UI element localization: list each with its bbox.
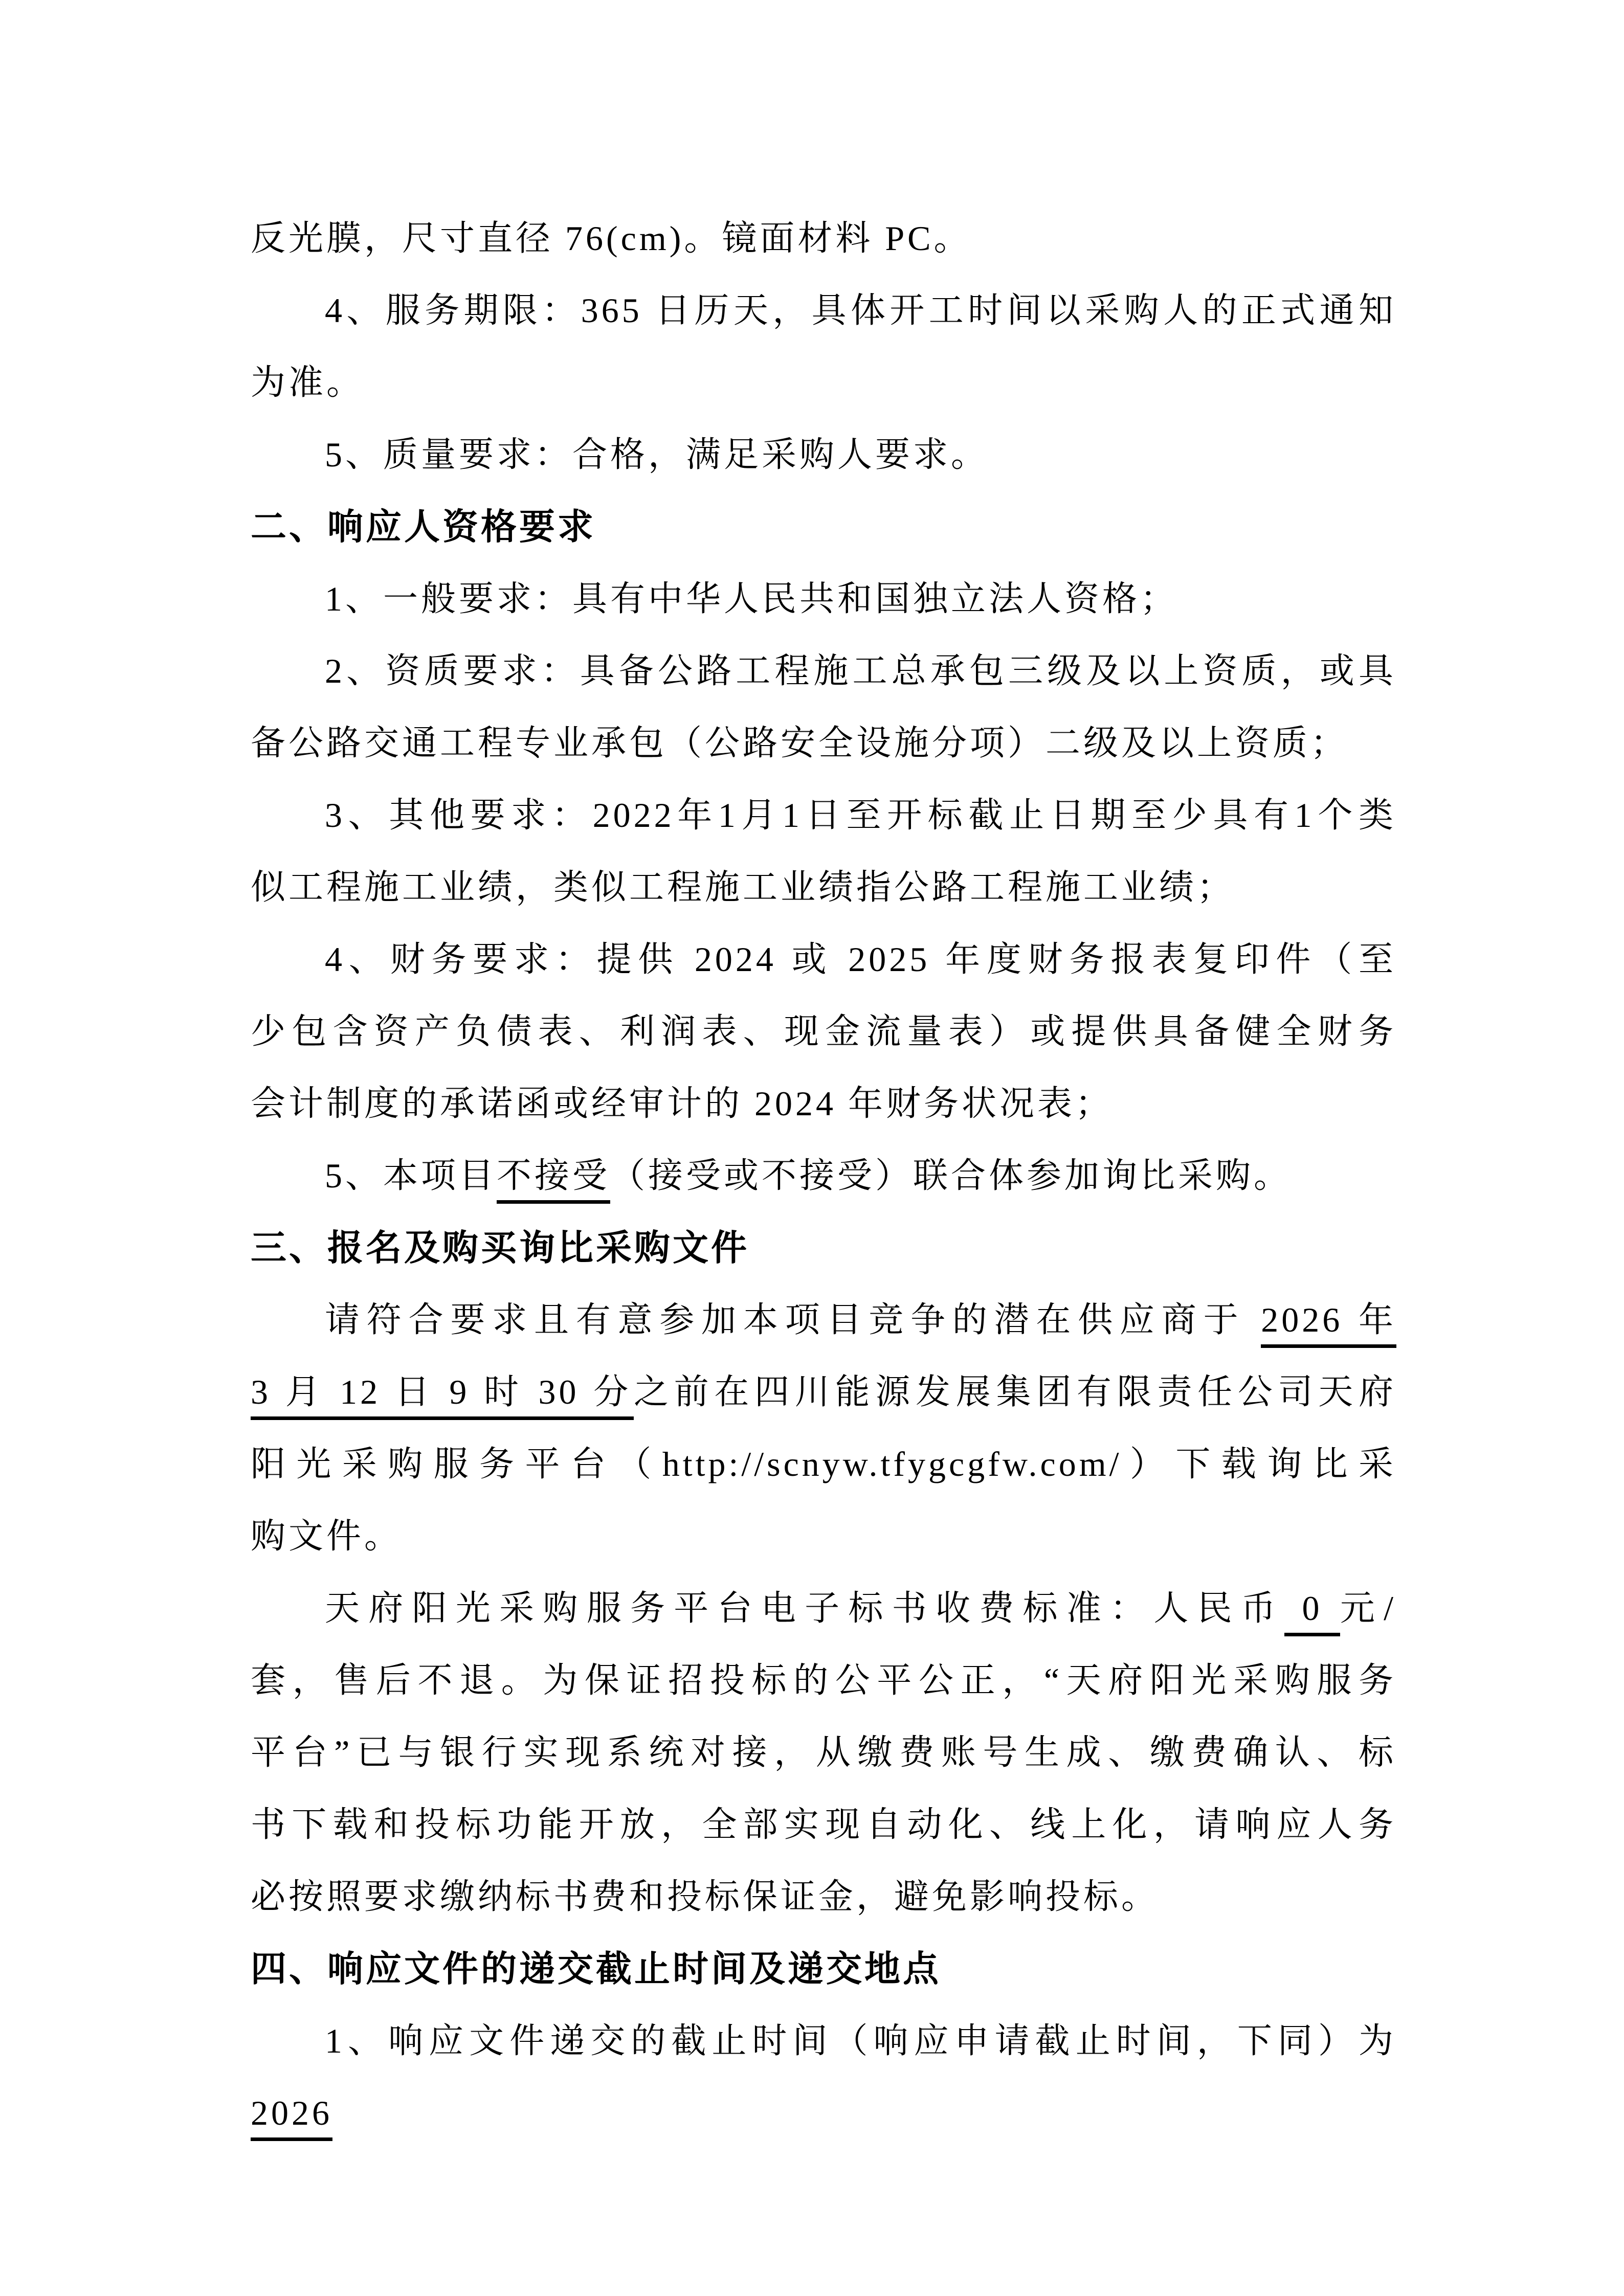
text-line	[251, 2005, 1396, 2132]
text-line	[251, 1572, 1396, 1645]
text-segment: 套，售后不退。为保证招投标的公平公正，“天府阳光采购服务	[251, 1661, 1396, 1700]
text-line	[251, 1068, 1396, 1140]
text-segment: 5、质量要求：合格，满足采购人要求。	[325, 435, 989, 474]
text-segment: 请符合要求且有意参加本项目竞争的潜在供应商于	[325, 1300, 1261, 1339]
text-segment: 1、响应文件递交的截止时间（响应申请截止时间，下同）为	[325, 2021, 1396, 2060]
underlined-text: 0	[1284, 1589, 1340, 1636]
text-line	[251, 635, 1396, 707]
text-segment: （接受或不接受）联合体参加询比采购。	[610, 1156, 1292, 1195]
text-segment: 书下载和投标功能开放，全部实现自动化、线上化，请响应人务	[251, 1805, 1396, 1844]
text-segment: 购文件。	[251, 1517, 403, 1556]
text-line	[251, 924, 1396, 996]
section-heading	[251, 1933, 1396, 2005]
text-segment: 天府阳光采购服务平台电子标书收费标准：人民币	[325, 1589, 1285, 1628]
text-line	[251, 419, 1396, 491]
text-line	[251, 1645, 1396, 1717]
text-line	[251, 275, 1396, 347]
text-line	[251, 851, 1396, 924]
text-line	[251, 1717, 1396, 1789]
text-line	[251, 1789, 1396, 1861]
text-segment: 必按照要求缴纳标书费和投标保证金，避免影响投标。	[251, 1877, 1160, 1916]
text-line	[251, 1284, 1396, 1356]
text-segment: 4、服务期限：365 日历天，具体开工时间以采购人的正式通知	[325, 291, 1396, 330]
section-heading	[251, 491, 1396, 563]
text-line	[251, 202, 1396, 275]
text-segment: 为准。	[251, 363, 365, 402]
text-line	[251, 1500, 1396, 1572]
text-segment: 会计制度的承诺函或经审计的 2024 年财务状况表；	[251, 1084, 1114, 1123]
underlined-text: 2026	[251, 2094, 332, 2141]
underlined-text: 2026 年	[1261, 1300, 1396, 1348]
text-segment: 之前在四川能源发展集团有限责任公司天府	[633, 1372, 1396, 1411]
text-line	[251, 1140, 1396, 1212]
text-segment: 平台”已与银行实现系统对接，从缴费账号生成、缴费确认、标	[251, 1733, 1396, 1772]
text-segment: 1、一般要求：具有中华人民共和国独立法人资格；	[325, 579, 1178, 618]
text-segment: 元/	[1340, 1589, 1396, 1628]
section-heading	[251, 1212, 1396, 1284]
text-segment: 四、响应文件的递交截止时间及递交地点	[251, 1949, 941, 1989]
text-line	[251, 1428, 1396, 1500]
text-line	[251, 1861, 1396, 1933]
text-segment: 阳光采购服务平台（http://scnyw.tfygcgfw.com/）下载询比采	[251, 1445, 1396, 1483]
text-segment: 反光膜，尺寸直径 76(cm)。镜面材料 PC。	[251, 219, 972, 258]
text-segment: 似工程施工业绩，类似工程施工业绩指公路工程施工业绩；	[251, 868, 1235, 907]
text-segment: 二、响应人资格要求	[251, 507, 596, 547]
text-segment: 2、资质要求：具备公路工程施工总承包三级及以上资质，或具	[325, 651, 1396, 690]
text-line	[251, 707, 1396, 779]
document-content	[251, 202, 1396, 2132]
text-line	[251, 779, 1396, 851]
text-line	[251, 563, 1396, 635]
underlined-text: 不接受	[497, 1156, 610, 1204]
text-segment: 5、本项目	[325, 1156, 497, 1195]
text-segment: 3、其他要求：2022年1月1日至开标截止日期至少具有1个类	[325, 796, 1396, 835]
text-line	[251, 347, 1396, 419]
underlined-text: 3 月 12 日 9 时 30 分	[251, 1372, 634, 1420]
text-line	[251, 996, 1396, 1068]
text-segment: 少包含资产负债表、利润表、现金流量表）或提供具备健全财务	[251, 1012, 1396, 1051]
text-segment: 备公路交通工程专业承包（公路安全设施分项）二级及以上资质；	[251, 724, 1349, 762]
text-line	[251, 1356, 1396, 1428]
text-segment: 三、报名及购买询比采购文件	[251, 1228, 749, 1268]
text-segment: 4、财务要求：提供 2024 或 2025 年度财务报表复印件（至	[325, 940, 1396, 979]
